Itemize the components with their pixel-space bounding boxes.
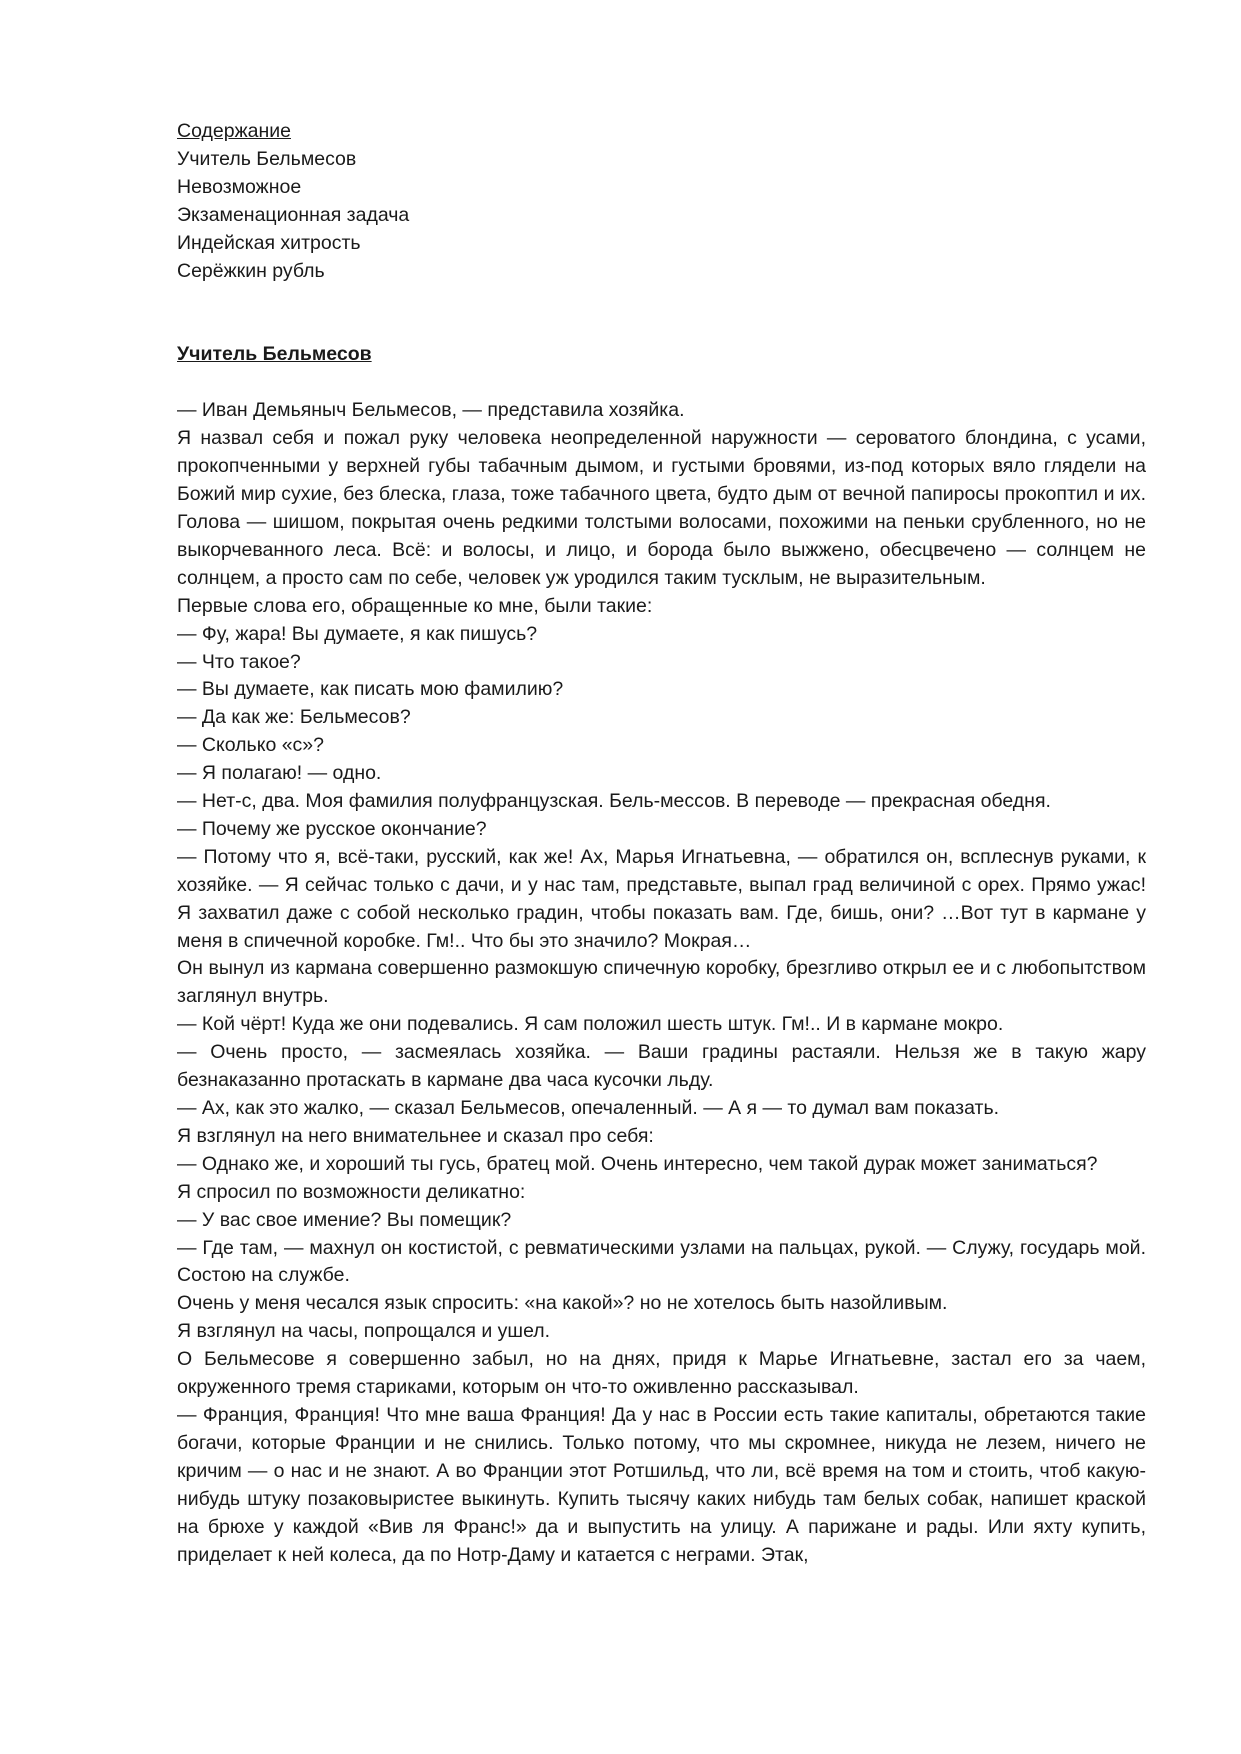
paragraph: Я взглянул на часы, попрощался и ушел. (177, 1320, 551, 1343)
paragraph: Он вынул из кармана совершенно размокшую спичечную коробку, брезгливо открыл ее и с любопытством заглянул внутрь. (177, 957, 1146, 1008)
toc-item[interactable]: Учитель Бельмесов (177, 147, 357, 170)
paragraph: — Сколько «с»? (177, 734, 325, 757)
chapter-title: Учитель Бельмесов (177, 343, 372, 366)
paragraph: — Очень просто, — засмеялась хозяйка. — Ваши градины растаяли. Нельзя же в такую жару безнаказанно протаскать в кармане два часа кусочки льду. (177, 1041, 1146, 1092)
paragraph: — Вы думаете, как писать мою фамилию? (177, 678, 564, 701)
paragraph: Я спросил по возможности деликатно: (177, 1180, 526, 1203)
toc-list (177, 146, 1146, 286)
toc-item[interactable]: Индейская хитрость (177, 231, 361, 254)
toc-item[interactable]: Невозможное (177, 175, 302, 198)
toc-item[interactable]: Экзаменационная задача (177, 203, 410, 226)
paragraph: — Да как же: Бельмесов? (177, 706, 411, 729)
paragraph: — Что такое? (177, 650, 301, 673)
paragraph: — Нет-с, два. Моя фамилия полуфранцузская. Бель-мессов. В переводе — прекрасная обедня. (177, 790, 1051, 813)
paragraph: — Почему же русское окончание? (177, 817, 487, 840)
paragraph: — Где там, — махнул он костистой, с ревматическими узлами на пальцах, рукой. — Служу, государь мой. Состою на службе. (177, 1236, 1146, 1287)
toc-item[interactable]: Серёжкин рубль (177, 259, 325, 282)
paragraph: — У вас свое имение? Вы помещик? (177, 1208, 512, 1231)
paragraph: — Ах, как это жалко, — сказал Бельмесов, опечаленный. — А я — то думал вам показать. (177, 1097, 1000, 1119)
paragraph: О Бельмесове я совершенно забыл, но на днях, придя к Марье Игнатьевне, застал его за чаем, окруженного тремя стариками, которым он что-то оживленно рассказывал. (177, 1348, 1146, 1399)
paragraph: Я взглянул на него внимательнее и сказал про себя: (177, 1124, 654, 1147)
chapter-body (177, 397, 1146, 1569)
paragraph: — Фу, жара! Вы думаете, я как пишусь? (177, 622, 538, 645)
paragraph: — Франция, Франция! Что мне ваша Франция! Да у нас в России есть такие капиталы, обретаются такие богачи, которые Франции и не снились. Только потому, что мы скромнее, никуда не лезем, ничего не кричим — о нас и не знают. А во Франции этот Ротшильд, что ли, всё время на том и стоить, чтоб какую-нибудь штуку позаковыристее выкинуть. Купить тысячу каких нибудь там белых собак, напишет краской на брюхе у каждой «Вив ля Франс!» да и выпустить на улицу. А парижане и рады. Или яхту купить, приделает к ней колеса, да по Нотр-Даму и катается с неграми. Этак, (177, 1403, 1146, 1566)
paragraph: Очень у меня чесался язык спросить: «на какой»? но не хотелось быть назойливым. (177, 1292, 948, 1315)
document-page (177, 118, 1146, 1569)
paragraph: — Иван Демьяныч Бельмесов, — представила хозяйка. (177, 399, 685, 422)
paragraph: — Потому что я, всё-таки, русский, как же! Ах, Марья Игнатьевна, — обратился он, всплеснув руками, к хозяйке. — Я сейчас только с дачи, и у нас там, представьте, выпал град величиной с орех. Прямо ужас! Я захватил даже с собой несколько градин, чтобы показать вам. Где, бишь, они? …Вот тут в кармане у меня в спичечной коробке. Гм!.. Что бы это значило? Мокрая… (177, 845, 1146, 952)
paragraph: Первые слова его, обращенные ко мне, были такие: (177, 594, 653, 617)
paragraph: — Кой чёрт! Куда же они подевались. Я сам положил шесть штук. Гм!.. И в кармане мокро. (177, 1013, 1004, 1036)
paragraph: — Я полагаю! — одно. (177, 762, 382, 785)
toc-heading[interactable]: Содержание (177, 120, 291, 142)
paragraph: Я назвал себя и пожал руку человека неопределенной наружности — сероватого блондина, с усами, прокопченными у верхней губы табачным дымом, и густыми бровями, из-под которых вяло глядели на Божий мир сухие, без блеска, глаза, тоже табачного цвета, будто дым от вечной папиросы прокоптил и их. Голова — шишом, покрытая очень редкими толстыми волосами, похожими на пеньки срубленного, но не выкорчеванного леса. Всё: и волосы, и лицо, и борода было выжжено, обесцвечено — солнцем не солнцем, а просто сам по себе, человек уж уродился таким тусклым, не выразительным. (177, 427, 1146, 589)
paragraph: — Однако же, и хороший ты гусь, братец мой. Очень интересно, чем такой дурак может заниматься? (177, 1152, 1098, 1175)
